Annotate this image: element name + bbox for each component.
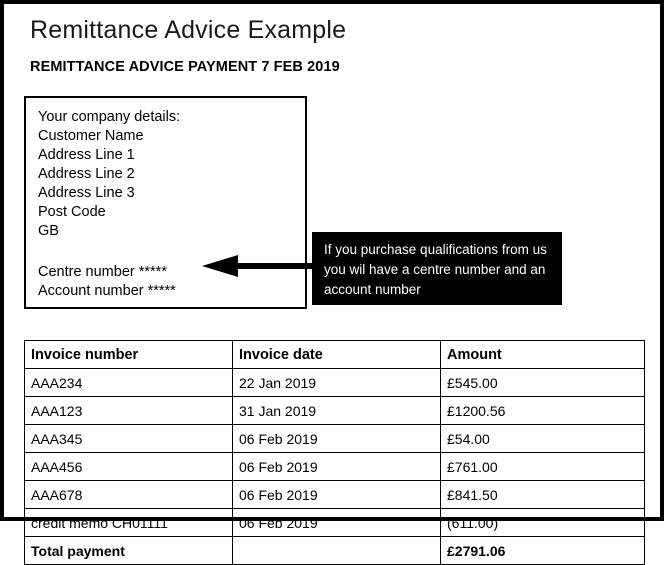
cell-invoice-date: 06 Feb 2019 [233, 425, 441, 453]
company-details-line: Post Code [38, 204, 106, 220]
table-row [25, 481, 645, 509]
table-row [25, 509, 645, 537]
cell-amount: £1200.56 [441, 397, 645, 425]
callout-note: If you purchase qualifications from us you wil have a centre number and an account number [312, 232, 562, 305]
cell-invoice-date: 22 Jan 2019 [233, 369, 441, 397]
table-row [25, 369, 645, 397]
arrow-icon [200, 253, 312, 279]
cell-amount: £761.00 [441, 453, 645, 481]
table-total-row [25, 537, 645, 565]
table-header-row [25, 341, 645, 369]
column-header-amount: Amount [441, 341, 645, 369]
account-number-line: Account number ***** [38, 283, 176, 299]
cell-amount: £545.00 [441, 369, 645, 397]
cell-invoice-number: credit memo CH01111 [25, 509, 233, 537]
company-details-line: Customer Name [38, 128, 144, 144]
company-details-line: Address Line 2 [38, 166, 135, 182]
table-row [25, 397, 645, 425]
column-header-invoice-date: Invoice date [233, 341, 441, 369]
document-subtitle: REMITTANCE ADVICE PAYMENT 7 FEB 2019 [30, 59, 340, 75]
table-row [25, 425, 645, 453]
cell-amount: £54.00 [441, 425, 645, 453]
cell-invoice-number: AAA678 [25, 481, 233, 509]
cell-total-label: Total payment [25, 537, 233, 565]
column-header-invoice-number: Invoice number [25, 341, 233, 369]
cell-invoice-number: AAA234 [25, 369, 233, 397]
centre-number-line: Centre number ***** [38, 264, 167, 280]
cell-invoice-number: AAA123 [25, 397, 233, 425]
cell-invoice-date: 06 Feb 2019 [233, 453, 441, 481]
company-details-line: GB [38, 223, 59, 239]
company-details-line: Address Line 1 [38, 147, 135, 163]
cell-invoice-number: AAA456 [25, 453, 233, 481]
cell-total-date [233, 537, 441, 565]
invoice-table [24, 340, 645, 565]
cell-invoice-date: 31 Jan 2019 [233, 397, 441, 425]
cell-amount: £841.50 [441, 481, 645, 509]
company-details-line: Address Line 3 [38, 185, 135, 201]
cell-amount: (611.00) [441, 509, 645, 537]
cell-invoice-date: 06 Feb 2019 [233, 481, 441, 509]
cell-invoice-number: AAA345 [25, 425, 233, 453]
table-row [25, 453, 645, 481]
page-title: Remittance Advice Example [30, 16, 347, 44]
cell-total-amount: £2791.06 [441, 537, 645, 565]
company-details-line: Your company details: [38, 109, 181, 125]
cell-invoice-date: 06 Feb 2019 [233, 509, 441, 537]
